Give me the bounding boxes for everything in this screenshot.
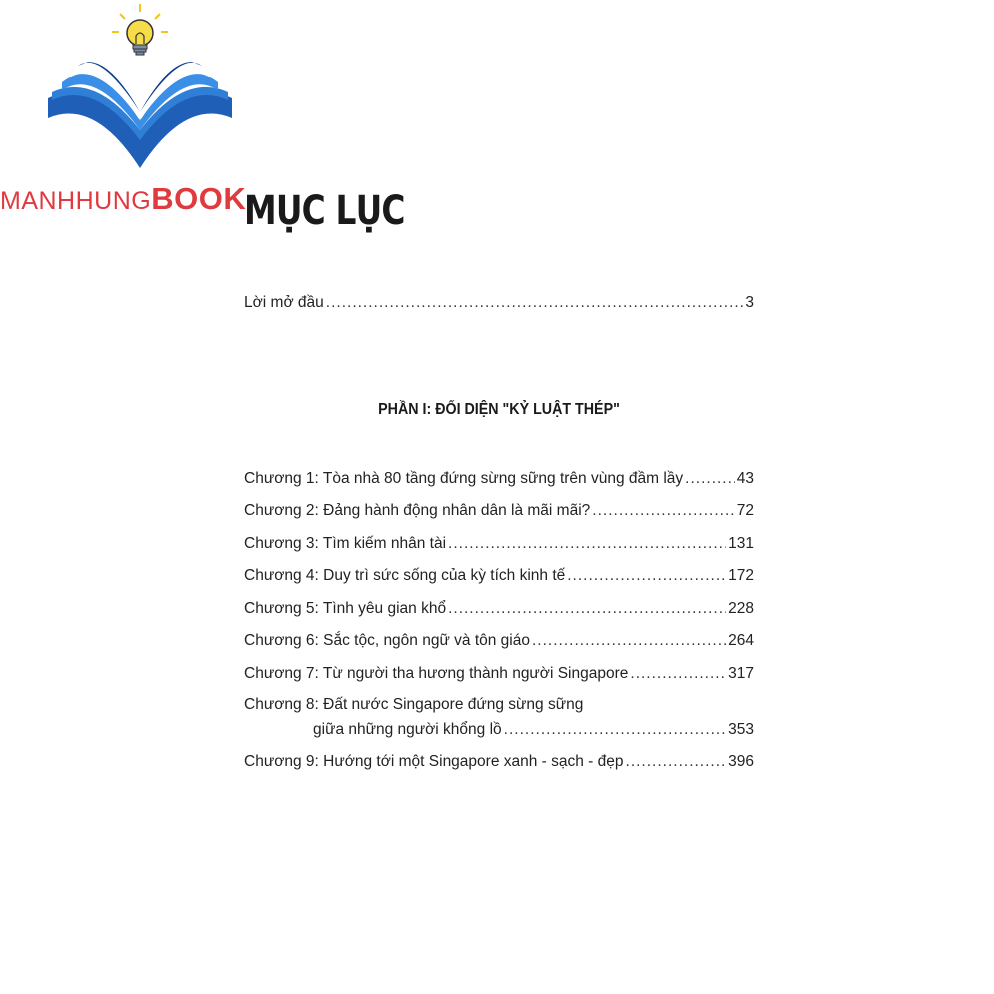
toc-chapter-8 bbox=[313, 720, 754, 740]
toc-chapter-label: Chương 9: Hướng tới một Singapore xanh - sạch - đẹp bbox=[244, 753, 624, 770]
toc-chapter-page: 353 bbox=[728, 721, 754, 738]
toc-chapter-page: 131 bbox=[728, 535, 754, 552]
toc-chapter-label: Chương 5: Tình yêu gian khổ bbox=[244, 600, 447, 617]
toc-chapter-2 bbox=[244, 501, 754, 521]
toc-chapter-page: 172 bbox=[728, 567, 754, 584]
toc-leader bbox=[532, 631, 726, 651]
toc-chapter-page: 72 bbox=[736, 502, 754, 519]
page-title: MỤC LỤC bbox=[244, 188, 405, 234]
toc-chapter-page: 396 bbox=[728, 753, 754, 770]
toc-chapter-page: 228 bbox=[728, 600, 754, 617]
toc-leader bbox=[504, 720, 726, 740]
toc-chapter-label-cont: giữa những người khổng lồ bbox=[313, 721, 502, 738]
toc-chapter-1 bbox=[244, 469, 754, 489]
lightbulb-icon bbox=[112, 4, 168, 55]
toc-chapter-4 bbox=[244, 566, 754, 586]
toc-chapter-9 bbox=[244, 752, 754, 772]
toc-leader bbox=[626, 752, 727, 772]
toc-intro bbox=[244, 293, 754, 313]
toc-chapter-7 bbox=[244, 664, 754, 684]
brand-name bbox=[0, 181, 246, 217]
toc-chapter-page: 317 bbox=[728, 665, 754, 682]
toc-chapter-page: 264 bbox=[728, 632, 754, 649]
toc-leader bbox=[630, 664, 726, 684]
toc-leader bbox=[448, 534, 726, 554]
toc-chapter-page: 43 bbox=[736, 470, 754, 487]
open-book-lightbulb-icon bbox=[40, 0, 240, 180]
toc-chapter-label: Chương 2: Đảng hành động nhân dân là mãi mãi? bbox=[244, 502, 591, 519]
toc-chapter-8-label: Chương 8: Đất nước Singapore đứng sừng sững bbox=[244, 696, 584, 713]
toc-leader bbox=[567, 566, 726, 586]
toc-chapter-label: Chương 7: Từ người tha hương thành người Singapore bbox=[244, 665, 629, 682]
toc-leader bbox=[326, 293, 744, 313]
part-heading: PHẦN I: ĐỐI DIỆN "KỶ LUẬT THÉP" bbox=[378, 401, 620, 418]
toc-leader bbox=[592, 501, 734, 521]
toc-chapter-label: Chương 3: Tìm kiếm nhân tài bbox=[244, 535, 447, 552]
toc-leader bbox=[685, 469, 735, 489]
toc-chapter-6 bbox=[244, 631, 754, 651]
toc-intro-label: Lời mở đầu bbox=[244, 294, 324, 311]
toc-chapter-5 bbox=[244, 599, 754, 619]
toc-chapter-label: Chương 4: Duy trì sức sống của kỳ tích kinh tế bbox=[244, 567, 566, 584]
toc-chapter-3 bbox=[244, 534, 754, 554]
toc-leader bbox=[448, 599, 726, 619]
brand-name-part1: MANHHUNG bbox=[0, 187, 152, 215]
toc-chapter-label: Chương 1: Tòa nhà 80 tầng đứng sừng sững trên vùng đầm lầy bbox=[244, 470, 684, 487]
toc-intro-page: 3 bbox=[745, 294, 754, 311]
toc-chapter-label: Chương 6: Sắc tộc, ngôn ngữ và tôn giáo bbox=[244, 632, 530, 649]
brand-name-part2: BOOK bbox=[151, 181, 247, 216]
open-book-icon bbox=[48, 57, 232, 168]
